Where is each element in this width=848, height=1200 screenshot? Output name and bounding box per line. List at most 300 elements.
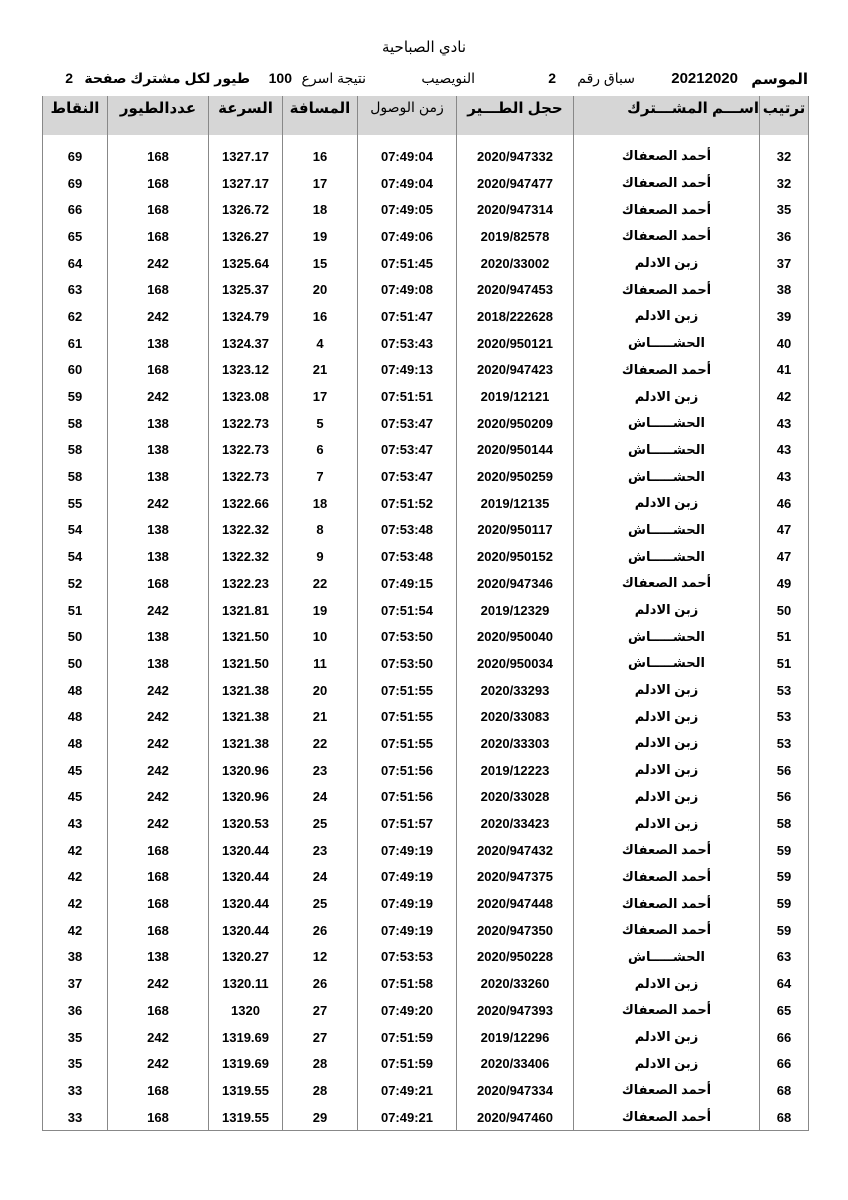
cell-ring: 2020/33406 (457, 1050, 574, 1077)
cell-birds: 242 (108, 250, 209, 277)
table-row (43, 517, 809, 544)
cell-birds: 138 (108, 437, 209, 464)
cell-points: 55 (43, 490, 108, 517)
cell-name: الحشـــــاش (574, 944, 760, 971)
table-row (43, 276, 809, 303)
cell-ring: 2020/33002 (457, 250, 574, 277)
cell-points: 66 (43, 196, 108, 223)
header-ring: حجل الطـــير (457, 96, 574, 135)
cell-rank: 59 (760, 890, 809, 917)
cell-name: الحشـــــاش (574, 650, 760, 677)
cell-distance: 27 (283, 997, 358, 1024)
cell-distance: 17 (283, 383, 358, 410)
cell-rank: 40 (760, 330, 809, 357)
cell-points: 35 (43, 1050, 108, 1077)
cell-name: أحمد الصعفاك (574, 1104, 760, 1131)
season-label: الموسم (751, 71, 808, 88)
cell-birds: 168 (108, 837, 209, 864)
table-row (43, 383, 809, 410)
cell-speed: 1320.11 (209, 970, 283, 997)
header-points: النقاط (43, 96, 108, 135)
cell-speed: 1321.38 (209, 703, 283, 730)
cell-speed: 1320.96 (209, 784, 283, 811)
cell-ring: 2019/12329 (457, 597, 574, 624)
cell-distance: 24 (283, 864, 358, 891)
cell-name: زبن الادلم (574, 810, 760, 837)
header-name: اســـم المشـــترك (574, 96, 760, 135)
table-row (43, 1024, 809, 1051)
table-row (43, 917, 809, 944)
cell-birds: 242 (108, 757, 209, 784)
cell-distance: 22 (283, 730, 358, 757)
cell-arrival: 07:51:56 (358, 784, 457, 811)
cell-rank: 68 (760, 1077, 809, 1104)
cell-rank: 43 (760, 437, 809, 464)
cell-points: 61 (43, 330, 108, 357)
cell-birds: 168 (108, 917, 209, 944)
cell-birds: 242 (108, 1024, 209, 1051)
cell-speed: 1326.27 (209, 223, 283, 250)
cell-name: أحمد الصعفاك (574, 917, 760, 944)
cell-birds: 138 (108, 623, 209, 650)
cell-name: الحشـــــاش (574, 410, 760, 437)
cell-name: زبن الادلم (574, 303, 760, 330)
cell-speed: 1323.12 (209, 357, 283, 384)
cell-ring: 2020/950228 (457, 944, 574, 971)
cell-arrival: 07:53:47 (358, 437, 457, 464)
cell-distance: 19 (283, 223, 358, 250)
cell-birds: 242 (108, 784, 209, 811)
cell-points: 60 (43, 357, 108, 384)
cell-birds: 138 (108, 944, 209, 971)
cell-points: 50 (43, 623, 108, 650)
club-title: نادي الصباحية (381, 39, 467, 56)
table-row (43, 597, 809, 624)
cell-speed: 1320 (209, 997, 283, 1024)
table-row (43, 223, 809, 250)
cell-birds: 168 (108, 864, 209, 891)
cell-name: زبن الادلم (574, 250, 760, 277)
cell-rank: 58 (760, 810, 809, 837)
table-row (43, 1050, 809, 1077)
cell-points: 38 (43, 944, 108, 971)
cell-ring: 2020/947453 (457, 276, 574, 303)
cell-speed: 1319.55 (209, 1077, 283, 1104)
cell-name: زبن الادلم (574, 757, 760, 784)
cell-name: زبن الادلم (574, 383, 760, 410)
cell-speed: 1322.73 (209, 437, 283, 464)
cell-birds: 242 (108, 383, 209, 410)
cell-birds: 138 (108, 650, 209, 677)
cell-ring: 2020/33028 (457, 784, 574, 811)
cell-points: 45 (43, 757, 108, 784)
cell-ring: 2020/950144 (457, 437, 574, 464)
cell-name: زبن الادلم (574, 1024, 760, 1051)
cell-speed: 1319.69 (209, 1050, 283, 1077)
cell-birds: 242 (108, 970, 209, 997)
cell-rank: 35 (760, 196, 809, 223)
cell-name: أحمد الصعفاك (574, 1077, 760, 1104)
cell-rank: 65 (760, 997, 809, 1024)
cell-points: 48 (43, 730, 108, 757)
cell-speed: 1320.27 (209, 944, 283, 971)
results-table (42, 96, 809, 1131)
cell-points: 33 (43, 1077, 108, 1104)
cell-arrival: 07:51:59 (358, 1024, 457, 1051)
cell-name: زبن الادلم (574, 490, 760, 517)
table-row (43, 997, 809, 1024)
cell-birds: 168 (108, 357, 209, 384)
cell-arrival: 07:49:04 (358, 170, 457, 197)
cell-points: 36 (43, 997, 108, 1024)
cell-birds: 168 (108, 1077, 209, 1104)
table-row (43, 357, 809, 384)
cell-speed: 1320.53 (209, 810, 283, 837)
table-row (43, 463, 809, 490)
cell-arrival: 07:49:19 (358, 864, 457, 891)
cell-speed: 1327.17 (209, 143, 283, 170)
race-label: سباق رقم (577, 70, 635, 86)
cell-arrival: 07:49:04 (358, 143, 457, 170)
cell-arrival: 07:49:19 (358, 890, 457, 917)
cell-speed: 1322.73 (209, 410, 283, 437)
cell-name: أحمد الصعفاك (574, 997, 760, 1024)
cell-birds: 168 (108, 143, 209, 170)
cell-distance: 20 (283, 276, 358, 303)
table-row (43, 703, 809, 730)
cell-birds: 242 (108, 1050, 209, 1077)
cell-name: زبن الادلم (574, 784, 760, 811)
cell-points: 51 (43, 597, 108, 624)
cell-distance: 28 (283, 1050, 358, 1077)
cell-points: 59 (43, 383, 108, 410)
cell-rank: 32 (760, 143, 809, 170)
table-row (43, 1104, 809, 1131)
cell-rank: 51 (760, 623, 809, 650)
cell-name: أحمد الصعفاك (574, 864, 760, 891)
cell-speed: 1324.37 (209, 330, 283, 357)
header-speed: السرعة (209, 96, 283, 135)
cell-distance: 7 (283, 463, 358, 490)
cell-points: 48 (43, 703, 108, 730)
cell-birds: 168 (108, 890, 209, 917)
cell-name: أحمد الصعفاك (574, 196, 760, 223)
cell-points: 50 (43, 650, 108, 677)
cell-speed: 1319.69 (209, 1024, 283, 1051)
per-subscriber-label: طيور لكل مشترك صفحة (84, 70, 250, 86)
cell-ring: 2020/947423 (457, 357, 574, 384)
cell-birds: 138 (108, 543, 209, 570)
table-row (43, 330, 809, 357)
cell-name: زبن الادلم (574, 1050, 760, 1077)
cell-distance: 9 (283, 543, 358, 570)
cell-speed: 1326.72 (209, 196, 283, 223)
table-row (43, 437, 809, 464)
table-row (43, 944, 809, 971)
cell-points: 33 (43, 1104, 108, 1131)
cell-name: الحشـــــاش (574, 517, 760, 544)
cell-name: أحمد الصعفاك (574, 890, 760, 917)
cell-distance: 23 (283, 757, 358, 784)
cell-speed: 1320.44 (209, 837, 283, 864)
cell-points: 42 (43, 890, 108, 917)
cell-arrival: 07:53:48 (358, 517, 457, 544)
cell-ring: 2020/947375 (457, 864, 574, 891)
cell-arrival: 07:49:08 (358, 276, 457, 303)
cell-name: زبن الادلم (574, 970, 760, 997)
cell-points: 58 (43, 410, 108, 437)
table-row (43, 623, 809, 650)
cell-name: الحشـــــاش (574, 437, 760, 464)
header-rank: ترتيب (760, 96, 809, 135)
cell-arrival: 07:51:57 (358, 810, 457, 837)
cell-distance: 6 (283, 437, 358, 464)
cell-rank: 41 (760, 357, 809, 384)
cell-rank: 43 (760, 410, 809, 437)
table-row (43, 410, 809, 437)
cell-name: الحشـــــاش (574, 330, 760, 357)
cell-ring: 2020/950152 (457, 543, 574, 570)
cell-arrival: 07:49:19 (358, 837, 457, 864)
cell-ring: 2018/222628 (457, 303, 574, 330)
cell-arrival: 07:53:43 (358, 330, 457, 357)
cell-rank: 50 (760, 597, 809, 624)
cell-name: أحمد الصعفاك (574, 170, 760, 197)
cell-arrival: 07:49:06 (358, 223, 457, 250)
cell-arrival: 07:49:15 (358, 570, 457, 597)
cell-arrival: 07:51:59 (358, 1050, 457, 1077)
cell-birds: 242 (108, 597, 209, 624)
cell-ring: 2019/12296 (457, 1024, 574, 1051)
cell-rank: 42 (760, 383, 809, 410)
cell-speed: 1322.66 (209, 490, 283, 517)
cell-arrival: 07:51:56 (358, 757, 457, 784)
cell-speed: 1327.17 (209, 170, 283, 197)
cell-ring: 2020/950034 (457, 650, 574, 677)
cell-points: 58 (43, 437, 108, 464)
cell-birds: 242 (108, 677, 209, 704)
cell-points: 42 (43, 917, 108, 944)
header-birds: عددالطيور (108, 96, 209, 135)
cell-arrival: 07:49:21 (358, 1104, 457, 1131)
cell-rank: 68 (760, 1104, 809, 1131)
cell-speed: 1324.79 (209, 303, 283, 330)
table-row (43, 837, 809, 864)
cell-rank: 53 (760, 730, 809, 757)
table-row (43, 677, 809, 704)
cell-points: 63 (43, 276, 108, 303)
table-row (43, 143, 809, 170)
cell-birds: 242 (108, 810, 209, 837)
cell-distance: 17 (283, 170, 358, 197)
cell-speed: 1321.38 (209, 677, 283, 704)
cell-speed: 1322.73 (209, 463, 283, 490)
cell-birds: 168 (108, 276, 209, 303)
cell-points: 65 (43, 223, 108, 250)
cell-ring: 2019/12121 (457, 383, 574, 410)
result-label: نتيجة اسرع (301, 70, 366, 86)
table-row (43, 650, 809, 677)
cell-ring: 2020/33423 (457, 810, 574, 837)
cell-distance: 19 (283, 597, 358, 624)
cell-birds: 242 (108, 303, 209, 330)
cell-points: 43 (43, 810, 108, 837)
table-row (43, 757, 809, 784)
cell-arrival: 07:49:20 (358, 997, 457, 1024)
cell-speed: 1319.55 (209, 1104, 283, 1131)
cell-arrival: 07:51:55 (358, 703, 457, 730)
cell-distance: 5 (283, 410, 358, 437)
cell-distance: 25 (283, 810, 358, 837)
cell-rank: 32 (760, 170, 809, 197)
cell-birds: 242 (108, 490, 209, 517)
cell-distance: 16 (283, 143, 358, 170)
cell-distance: 10 (283, 623, 358, 650)
cell-distance: 18 (283, 196, 358, 223)
cell-arrival: 07:51:45 (358, 250, 457, 277)
cell-rank: 47 (760, 543, 809, 570)
cell-distance: 12 (283, 944, 358, 971)
result-count: 100 (268, 70, 292, 86)
cell-rank: 46 (760, 490, 809, 517)
cell-speed: 1320.44 (209, 890, 283, 917)
cell-ring: 2020/947477 (457, 170, 574, 197)
cell-arrival: 07:51:55 (358, 677, 457, 704)
cell-speed: 1320.96 (209, 757, 283, 784)
cell-arrival: 07:53:50 (358, 650, 457, 677)
cell-speed: 1320.44 (209, 917, 283, 944)
table-row (43, 810, 809, 837)
cell-distance: 28 (283, 1077, 358, 1104)
cell-distance: 26 (283, 917, 358, 944)
cell-rank: 47 (760, 517, 809, 544)
cell-speed: 1322.32 (209, 517, 283, 544)
cell-points: 62 (43, 303, 108, 330)
cell-distance: 16 (283, 303, 358, 330)
page-number: 2 (65, 70, 73, 86)
cell-ring: 2019/12135 (457, 490, 574, 517)
cell-birds: 138 (108, 463, 209, 490)
cell-points: 64 (43, 250, 108, 277)
cell-points: 54 (43, 543, 108, 570)
cell-name: الحشـــــاش (574, 543, 760, 570)
cell-rank: 43 (760, 463, 809, 490)
cell-arrival: 07:53:53 (358, 944, 457, 971)
cell-distance: 25 (283, 890, 358, 917)
cell-points: 54 (43, 517, 108, 544)
cell-points: 45 (43, 784, 108, 811)
cell-rank: 38 (760, 276, 809, 303)
cell-points: 58 (43, 463, 108, 490)
cell-rank: 51 (760, 650, 809, 677)
cell-speed: 1325.64 (209, 250, 283, 277)
cell-points: 37 (43, 970, 108, 997)
cell-birds: 138 (108, 410, 209, 437)
cell-name: أحمد الصعفاك (574, 837, 760, 864)
cell-ring: 2020/33260 (457, 970, 574, 997)
cell-ring: 2020/947432 (457, 837, 574, 864)
table-row (43, 570, 809, 597)
cell-arrival: 07:51:55 (358, 730, 457, 757)
cell-distance: 4 (283, 330, 358, 357)
cell-ring: 2020/33303 (457, 730, 574, 757)
race-info-line (42, 70, 808, 90)
race-location: النويصيب (421, 70, 475, 86)
cell-birds: 168 (108, 997, 209, 1024)
cell-name: الحشـــــاش (574, 623, 760, 650)
cell-distance: 11 (283, 650, 358, 677)
table-row (43, 250, 809, 277)
cell-ring: 2020/950209 (457, 410, 574, 437)
cell-points: 42 (43, 837, 108, 864)
cell-ring: 2020/947346 (457, 570, 574, 597)
cell-points: 52 (43, 570, 108, 597)
cell-name: زبن الادلم (574, 677, 760, 704)
table-row (43, 784, 809, 811)
table-row (43, 864, 809, 891)
cell-birds: 168 (108, 570, 209, 597)
cell-rank: 66 (760, 1050, 809, 1077)
cell-arrival: 07:49:05 (358, 196, 457, 223)
cell-arrival: 07:51:52 (358, 490, 457, 517)
cell-speed: 1321.50 (209, 623, 283, 650)
cell-distance: 21 (283, 357, 358, 384)
cell-ring: 2020/33293 (457, 677, 574, 704)
cell-arrival: 07:51:54 (358, 597, 457, 624)
cell-ring: 2020/950117 (457, 517, 574, 544)
cell-ring: 2019/12223 (457, 757, 574, 784)
cell-speed: 1321.50 (209, 650, 283, 677)
cell-distance: 20 (283, 677, 358, 704)
table-row (43, 303, 809, 330)
table-header-row (43, 96, 809, 135)
cell-ring: 2020/947334 (457, 1077, 574, 1104)
table-row (43, 890, 809, 917)
cell-ring: 2020/950121 (457, 330, 574, 357)
table-row (43, 196, 809, 223)
cell-rank: 59 (760, 837, 809, 864)
cell-arrival: 07:51:51 (358, 383, 457, 410)
cell-speed: 1325.37 (209, 276, 283, 303)
table-row (43, 170, 809, 197)
cell-distance: 24 (283, 784, 358, 811)
cell-points: 69 (43, 170, 108, 197)
cell-rank: 59 (760, 917, 809, 944)
cell-birds: 168 (108, 196, 209, 223)
cell-points: 42 (43, 864, 108, 891)
cell-ring: 2019/82578 (457, 223, 574, 250)
cell-ring: 2020/33083 (457, 703, 574, 730)
cell-distance: 29 (283, 1104, 358, 1131)
cell-rank: 66 (760, 1024, 809, 1051)
cell-ring: 2020/947393 (457, 997, 574, 1024)
cell-ring: 2020/950259 (457, 463, 574, 490)
cell-name: أحمد الصعفاك (574, 143, 760, 170)
cell-arrival: 07:53:50 (358, 623, 457, 650)
cell-name: أحمد الصعفاك (574, 570, 760, 597)
race-number: 2 (548, 70, 556, 86)
cell-ring: 2020/947350 (457, 917, 574, 944)
cell-rank: 49 (760, 570, 809, 597)
cell-rank: 53 (760, 677, 809, 704)
cell-name: زبن الادلم (574, 597, 760, 624)
cell-birds: 168 (108, 1104, 209, 1131)
cell-ring: 2020/947314 (457, 196, 574, 223)
cell-rank: 39 (760, 303, 809, 330)
cell-distance: 8 (283, 517, 358, 544)
cell-name: أحمد الصعفاك (574, 357, 760, 384)
header-arrival: زمن الوصول (358, 96, 457, 135)
